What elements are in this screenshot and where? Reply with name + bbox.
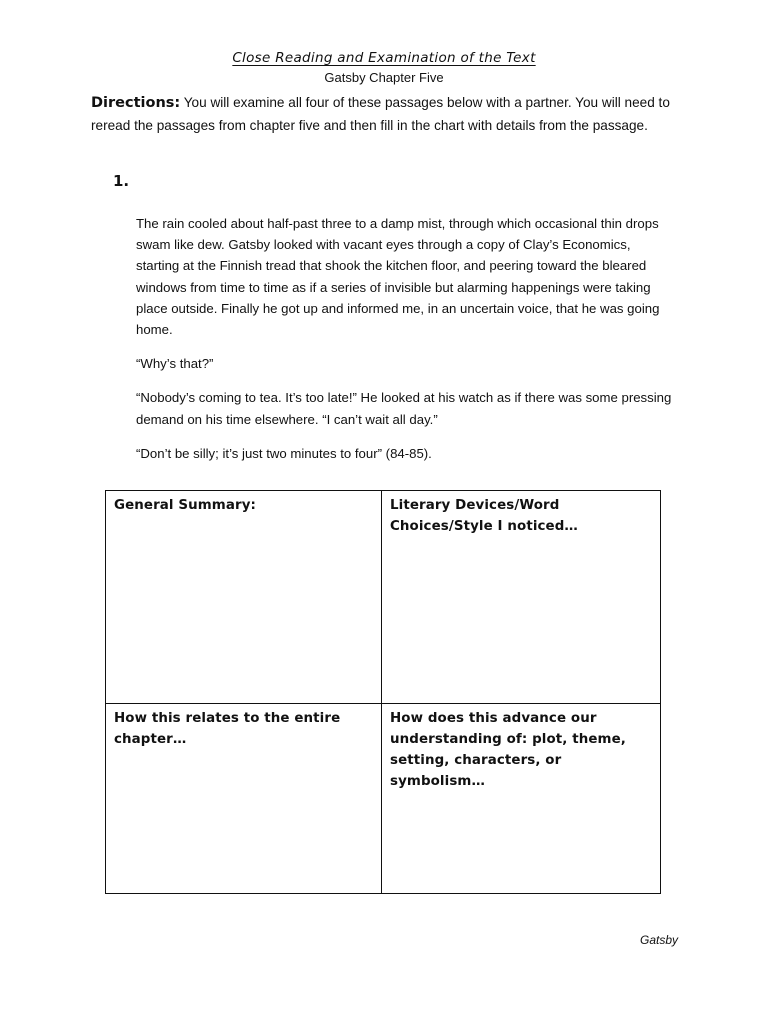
passage: [136, 213, 676, 464]
passage-paragraph: “Why’s that?”: [136, 356, 214, 372]
chapter-relation-cell: How this relates to the entire chapter…: [106, 704, 382, 893]
passage-paragraph: “Don’t be silly; it’s just two minutes to four” (84-85).: [136, 445, 432, 461]
directions-text: You will examine all four of these passages below with a partner. You will need to reread the passages from chapter five and then fill in the chart with details from the passage.: [91, 95, 670, 133]
passage-paragraph: The rain cooled about half-past three to a damp mist, through which occasional thin drops swam like dew. Gatsby looked with vacant eyes through a copy of Clay’s Economics, starting at the Finnish tread that shook the kitchen floor, and peering toward the bleared windows from time to time as if a series of invisible but alarming happenings were taking place outside. Finally he got up and informed me, in an uncertain voice, that he was going home.: [136, 216, 660, 338]
directions: [91, 92, 691, 136]
general-summary-cell: General Summary:: [106, 491, 382, 704]
page-subtitle: Gatsby Chapter Five: [324, 70, 444, 85]
analysis-chart: [105, 490, 661, 894]
passage-number: 1.: [113, 172, 130, 190]
page-title: [0, 50, 768, 66]
passage-paragraph: “Nobody’s coming to tea. It’s too late!” He looked at his watch as if there was some pressing demand on his time elsewhere. “I can’t wait all day.”: [136, 390, 672, 427]
footer-label: Gatsby: [639, 933, 678, 947]
directions-label: Directions:: [91, 95, 181, 111]
page-title-text: Close Reading and Examination of the Text: [232, 50, 536, 66]
literary-devices-cell: Literary Devices/Word Choices/Style I noticed…: [382, 491, 660, 704]
understanding-cell: How does this advance our understanding of: plot, theme, setting, characters, or symbolism…: [390, 711, 626, 789]
